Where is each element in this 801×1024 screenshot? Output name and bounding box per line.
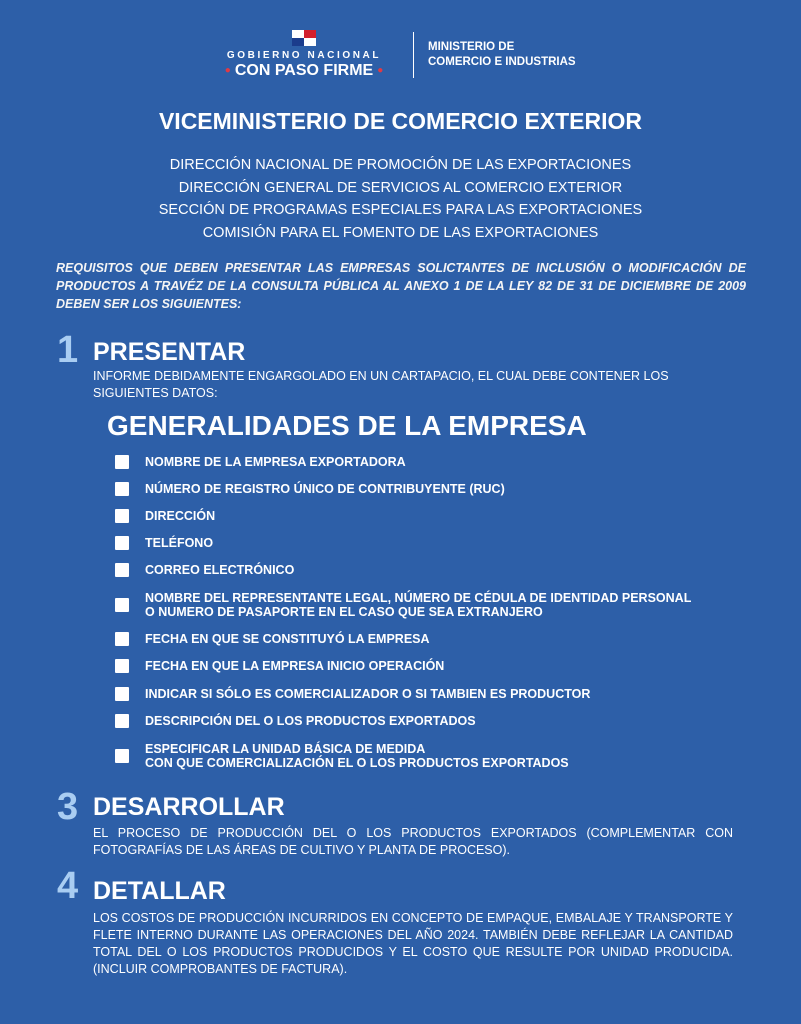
section-number: 3 — [57, 786, 79, 828]
subtitle-line: COMISIÓN PARA EL FOMENTO DE LAS EXPORTACIONES — [202, 224, 599, 241]
ministerio-line2: COMERCIO E INDUSTRIAS — [428, 56, 576, 68]
checklist-label: NOMBRE DEL REPRESENTANTE LEGAL, NÚMERO DE CÉDULA DE IDENTIDAD PERSONAL O NUMERO DE PASAPORTE EN EL CASO QUE SEA EXTRANJERO — [145, 591, 692, 619]
checklist-label: DESCRIPCIÓN DEL O LOS PRODUCTOS EXPORTADOS — [145, 714, 476, 728]
checklist-label: FECHA EN QUE LA EMPRESA INICIO OPERACIÓN — [145, 659, 445, 673]
requirements-intro: REQUISITOS QUE DEBEN PRESENTAR LAS EMPRESAS SOLICTANTES DE INCLUSIÓN O MODIFICACIÓN DE PRODUCTOS A TRAVÉZ DE LA CONSULTA PÚBLICA AL ANEXO 1 DE LA LEY 82 DE 31 DE DICIEMBRE DE 2009 DEBEN SER LOS SIGUIENTES: — [56, 261, 746, 311]
checklist-label: ESPECIFICAR LA UNIDAD BÁSICA DE MEDIDA CON QUE COMERCIALIZACIÓN EL O LOS PRODUCTOS EXPORTADOS — [145, 742, 569, 770]
subtitle-line: DIRECCIÓN NACIONAL DE PROMOCIÓN DE LAS EXPORTACIONES — [169, 157, 632, 173]
checkbox[interactable] — [115, 482, 129, 496]
checkbox[interactable] — [115, 536, 129, 550]
section-number: 1 — [57, 329, 79, 371]
section-title: DESARROLLAR — [93, 793, 285, 821]
checklist-label: NÚMERO DE REGISTRO ÚNICO DE CONTRIBUYENTE (RUC) — [145, 482, 505, 496]
section-number: 4 — [57, 865, 79, 907]
page-title: VICEMINISTERIO DE COMERCIO EXTERIOR — [158, 108, 643, 134]
panama-flag-icon — [292, 30, 316, 46]
subtitles — [0, 154, 801, 244]
checklist-label: DIRECCIÓN — [145, 509, 216, 523]
header — [0, 30, 801, 86]
dot-icon: ● — [224, 65, 231, 77]
checklist-label: FECHA EN QUE SE CONSTITUYÓ LA EMPRESA — [145, 632, 430, 646]
section-title: PRESENTAR — [93, 338, 246, 366]
checklist-label: CORREO ELECTRÓNICO — [145, 563, 295, 577]
checklist-label: NOMBRE DE LA EMPRESA EXPORTADORA — [145, 455, 406, 469]
checkbox[interactable] — [115, 659, 129, 673]
checklist-label: INDICAR SI SÓLO ES COMERCIALIZADOR O SI TAMBIEN ES PRODUCTOR — [145, 687, 591, 701]
subtitle-line: DIRECCIÓN GENERAL DE SERVICIOS AL COMERCIO EXTERIOR — [178, 179, 623, 196]
subtitle-line: SECCIÓN DE PROGRAMAS ESPECIALES PARA LAS EXPORTACIONES — [158, 202, 643, 218]
paso-firme-text: ● CON PASO FIRME ● — [224, 62, 384, 79]
checkbox[interactable] — [115, 749, 129, 763]
section-title: DETALLAR — [93, 877, 226, 905]
section-text: EL PROCESO DE PRODUCCIÓN DEL O LOS PRODUCTOS EXPORTADOS (COMPLEMENTAR CON FOTOGRAFÍAS DE LAS ÁREAS DE CULTIVO Y PLANTA DE PROCESO). — [93, 826, 733, 857]
checkbox[interactable] — [115, 687, 129, 701]
section-text: LOS COSTOS DE PRODUCCIÓN INCURRIDOS EN CONCEPTO DE EMPAQUE, EMBALAJE Y TRANSPORTE Y FLETE INTERNO DURANTE LAS OPERACIONES DEL AÑO 2024. TAMBIÉN DEBE REFLEJAR LA CANTIDAD TOTAL DEL O LOS PRODUCTOS PRODUCIDOS Y EL COSTO QUE RESULTE POR UNIDAD PRODUCIDA. (INCLUIR COMPROBANTES DE FACTURA). — [93, 911, 733, 976]
header-divider — [413, 32, 414, 78]
dot-icon: ● — [377, 65, 384, 77]
gobierno-nacional-text: GOBIERNO NACIONAL — [226, 50, 382, 61]
ministerio-line1: MINISTERIO DE — [428, 41, 515, 53]
checklist-label: TELÉFONO — [145, 536, 214, 550]
checkbox[interactable] — [115, 563, 129, 577]
gobierno-logo — [200, 30, 408, 80]
checkbox[interactable] — [115, 455, 129, 469]
checkbox[interactable] — [115, 632, 129, 646]
checkbox[interactable] — [115, 509, 129, 523]
ministerio-logo — [428, 40, 576, 70]
section-text: INFORME DEBIDAMENTE ENGARGOLADO EN UN CARTAPACIO, EL CUAL DEBE CONTENER LOS SIGUIENTES DATOS: — [93, 369, 669, 400]
generalidades-title: GENERALIDADES DE LA EMPRESA — [107, 410, 587, 441]
checkbox[interactable] — [115, 714, 129, 728]
checkbox[interactable] — [115, 598, 129, 612]
